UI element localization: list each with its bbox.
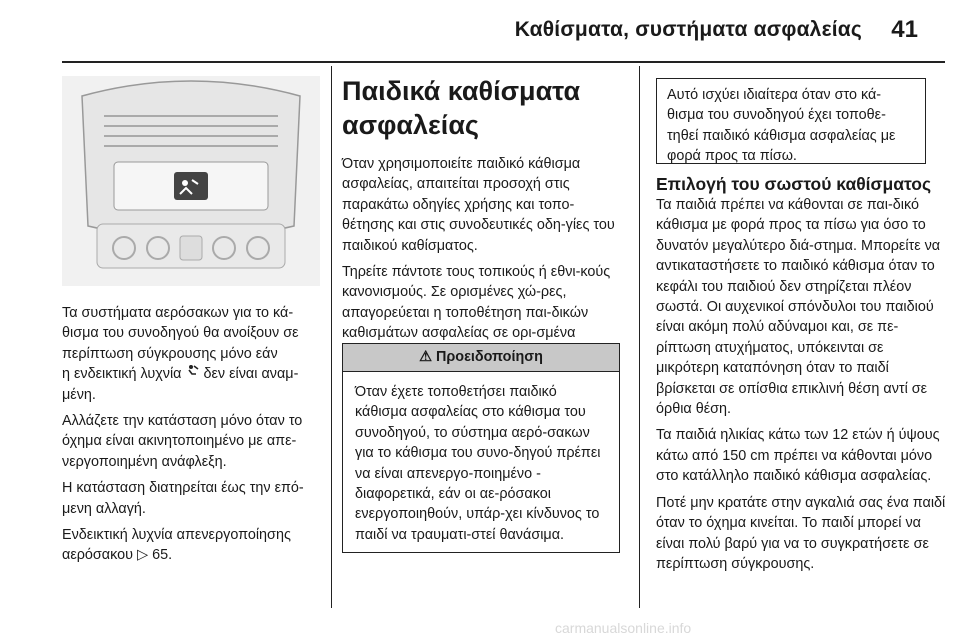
- text: Ενδεικτική λυχνία απενεργοποίησης αερόσακου: [62, 527, 291, 564]
- paragraph: μένη.: [62, 386, 96, 403]
- column-2: [342, 74, 624, 370]
- text: η ενδεικτική λυχνία: [62, 366, 182, 383]
- paragraph: Τα συστήματα αερόσακων για το κά-θισμα του συνοδηγού θα ανοίξουν σε περίπτωση σύγκρουσης μόνο εάν: [62, 305, 299, 362]
- warning-box: [342, 343, 620, 553]
- cross-reference: [62, 525, 324, 566]
- paragraph: Η κατάσταση διατηρείται έως την επό-μενη αλλαγή.: [62, 480, 304, 517]
- airbag-switch-illustration: [62, 76, 320, 286]
- warning-title: Προειδοποίηση: [436, 349, 543, 365]
- watermark: carmanualsonline.info: [555, 620, 692, 636]
- text: δεν είναι αναμ-: [203, 366, 299, 383]
- page-header: [0, 14, 960, 48]
- header-rule: [62, 61, 945, 63]
- page-title: Καθίσματα, συστήματα ασφαλείας: [514, 18, 862, 41]
- column-3: [656, 174, 946, 580]
- note-box: Αυτό ισχύει ιδιαίτερα όταν στο κά-θισμα του συνοδηγού έχει τοποθε-τηθεί παιδικό κάθισμα ασφαλείας με φορά προς τα πίσω.: [656, 78, 926, 164]
- warning-header: [343, 344, 619, 372]
- section-heading: Παιδικά καθίσματα ασφαλείας: [342, 76, 581, 140]
- lamp-line: [62, 364, 324, 384]
- page-link[interactable]: 65.: [152, 547, 173, 564]
- section-heading: Επιλογή του σωστού καθίσματος: [656, 174, 932, 194]
- paragraph: Τηρείτε πάντοτε τους τοπικούς ή εθνι-κούς κανονισμούς. Σε ορισμένες χώ-ρες, απαγορεύεται η τοποθέτηση παι-δικών καθισμάτων ασφαλείας σε ορι-σμένα: [342, 264, 611, 342]
- paragraph: Τα παιδιά ηλικίας κάτω των 12 ετών ή ύψους κάτω από 150 cm πρέπει να κάθονται μόνο στο κατάλληλο παιδικό κάθισμα ασφαλείας.: [656, 427, 940, 485]
- column-divider: [639, 66, 640, 608]
- paragraph: Τα παιδιά πρέπει να κάθονται σε παι-δικό κάθισμα με φορά προς τα πίσω για όσο το δυνατόν μεγαλύτερο διά-στημα. Μπορείτε να αντικαταστήσετε το παιδικό κάθισμα όταν το κεφάλι του παιδιού δεν στηρίζεται πλέον σωστά. Οι αυχενικοί σπόνδυλοι του παιδιού είναι ακόμη πολύ αδύναμοι και, σε πε-ρίπτωση ατυχήματος, υπόκεινται σε μικρότερη καταπόνηση όταν το παιδί βρίσκεται σε οπίσθια επικλινή θέση αντί σε όρθια θέση.: [656, 197, 941, 418]
- column-1: [62, 303, 324, 572]
- warning-icon: ⚠: [419, 349, 433, 365]
- paragraph: Ποτέ μην κρατάτε στην αγκαλιά σας ένα παιδί όταν το όχημα κινείται. Το παιδί μπορεί να είναι πολύ βαρύ για να το συγκρατήσετε σε περίπτωση σύγκρουσης.: [656, 494, 946, 572]
- column-divider: [331, 66, 332, 608]
- airbag-off-icon: [186, 364, 200, 384]
- warning-text: Όταν έχετε τοποθετήσει παιδικό κάθισμα ασφαλείας στο κάθισμα του συνοδηγού, το σύστημα αερό-σακων για το κάθισμα του συνο-δηγού πρέπει να είναι απενεργο-ποιημένο - διαφορετικά, εάν οι αε-ρόσακοι ενεργοποιηθούν, υπάρ-χει κίνδυνος το παιδί να τραυματι-στεί θανάσιμα.: [355, 384, 601, 543]
- page-number: 41: [891, 16, 918, 43]
- paragraph: Όταν χρησιμοποιείτε παιδικό κάθισμα ασφαλείας, απαιτείται προσοχή στις παρακάτω οδηγίες χρήσης και τοπο-θέτησης και στις συνοδευτικές οδη-γίες του παιδικού καθίσματος.: [342, 156, 615, 254]
- paragraph: Αλλάζετε την κατάσταση μόνο όταν το όχημα είναι ακινητοποιημένο με απε-νεργοποιημένη ανάφλεξη.: [62, 413, 303, 470]
- arrow-right-icon: ▷: [137, 547, 149, 564]
